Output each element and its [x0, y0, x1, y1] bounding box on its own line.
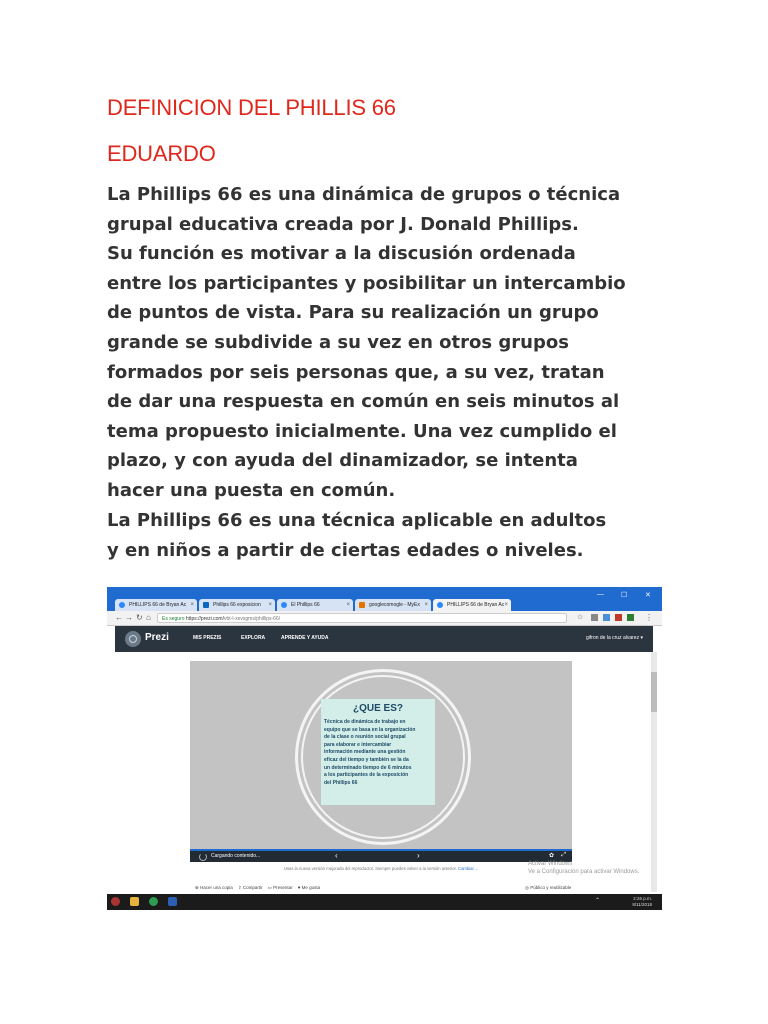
- paragraph-line: formados por seis personas que, a su vez, tratan: [107, 361, 605, 383]
- presentation-viewer[interactable]: [190, 661, 572, 849]
- paragraph-definition: [107, 180, 667, 506]
- slide-text: [324, 719, 436, 787]
- paragraph-line: tema propuesto inicialmente. Una vez cumplido el: [107, 420, 617, 442]
- prev-slide-button[interactable]: ‹: [335, 851, 338, 860]
- close-icon[interactable]: ×: [190, 602, 194, 608]
- paragraph-line: plazo, y con ayuda del dinamizador, se intenta: [107, 450, 578, 472]
- share-label: Compartir: [242, 885, 263, 890]
- file-explorer-icon[interactable]: [130, 897, 139, 906]
- tray-arrow-icon[interactable]: ⌃: [595, 898, 601, 904]
- windows-watermark: [528, 860, 639, 876]
- forward-icon[interactable]: →: [125, 613, 133, 622]
- paragraph-line: La Phillips 66 es una técnica aplicable en adultos: [107, 510, 607, 531]
- minimize-icon[interactable]: —: [597, 591, 604, 598]
- browser-tab-active[interactable]: [433, 599, 511, 611]
- browser-tab[interactable]: [199, 599, 275, 611]
- prezi-brand[interactable]: Prezi: [145, 632, 169, 643]
- slide-line: Técnica de dinámica de trabajo en: [324, 719, 406, 725]
- clock-time: 2:26 p.m.: [633, 896, 652, 901]
- tab-label: googlecomogle - MyEx: [369, 602, 420, 608]
- slide-line: información mediante una gestión: [324, 749, 406, 756]
- paragraph-line: grupal educativa creada por J. Donald Phillips.: [107, 213, 579, 235]
- slide-line: a los participantes de la exposición: [324, 772, 409, 779]
- google-tab-icon: [359, 602, 365, 608]
- start-icon[interactable]: [111, 897, 120, 906]
- document-author: EDUARDO: [107, 141, 216, 166]
- prezi-tab-icon: [119, 602, 125, 608]
- extension-icon[interactable]: [603, 614, 610, 621]
- paragraph-line: de puntos de vista. Para su realización un grupo: [107, 302, 599, 324]
- user-menu[interactable]: gifron de la cruz alvarez ▾: [586, 635, 643, 641]
- close-icon[interactable]: ×: [268, 602, 272, 608]
- close-icon[interactable]: ×: [424, 602, 428, 608]
- loading-text: Cargando contenido...: [211, 853, 261, 859]
- slide-title: ¿QUE ES?: [352, 703, 403, 714]
- prezi-tab-icon: [437, 602, 443, 608]
- prezi-logo-icon[interactable]: [125, 631, 141, 647]
- tab-label: PHILLIPS 66 de Bryan Ac: [447, 602, 505, 608]
- watermark-line: Ve a Configuración para activar Windows.: [528, 869, 640, 875]
- address-bar-row: [107, 611, 662, 626]
- like-label: Me gusta: [301, 885, 321, 890]
- browser-tab[interactable]: [355, 599, 431, 611]
- paragraph-line: entre los participantes y posibilitar un intercambio: [107, 272, 626, 294]
- back-icon[interactable]: ←: [115, 613, 123, 622]
- loading-spinner-icon: [199, 853, 207, 861]
- notice-text: Usas la nueva versión mejorada del reproductor. Siempre puedes volver a la versión anterior.: [283, 866, 457, 871]
- url-input[interactable]: [157, 613, 567, 623]
- settings-icon[interactable]: ✿: [548, 853, 554, 859]
- home-icon[interactable]: ⌂: [146, 613, 151, 622]
- browser-tab[interactable]: [277, 599, 353, 611]
- nav-aprende-y-ayuda[interactable]: APRENDE Y AYUDA: [281, 635, 329, 641]
- url-path: vbt-l-xevxgms/phillips-66/: [223, 616, 281, 622]
- nav-mis-prezis[interactable]: MIS PREZIS: [193, 635, 222, 641]
- paragraph-application: [107, 506, 667, 565]
- extension-icon[interactable]: [591, 614, 598, 621]
- paragraph-line: de dar una respuesta en común en seis minutos al: [107, 391, 620, 413]
- system-clock[interactable]: [632, 896, 652, 908]
- share-button[interactable]: ⇪ Compartir: [237, 885, 263, 890]
- paragraph-line: grande se subdivide a su vez en otros grupos: [107, 331, 569, 353]
- menu-icon[interactable]: ⋮: [645, 613, 653, 622]
- embedded-screenshot: [107, 587, 662, 910]
- chrome-icon[interactable]: [149, 897, 158, 906]
- slide-card: [321, 699, 435, 805]
- visibility-label: Público y reutilizable: [530, 885, 572, 890]
- copy-button[interactable]: ⊕ Hacer una copia: [195, 885, 233, 890]
- nav-explora[interactable]: EXPLORA: [241, 635, 266, 641]
- browser-tab-bar: [107, 587, 662, 611]
- paragraph-line: La Phillips 66 es una dinámica de grupos o técnica: [107, 184, 621, 205]
- slide-line: de la clase o reunión social grupal: [324, 734, 406, 741]
- secure-label: Es seguro: [162, 616, 185, 622]
- close-icon[interactable]: ×: [504, 602, 508, 608]
- tab-label: El Phillips 66: [291, 602, 320, 608]
- browser-tab[interactable]: [115, 599, 197, 611]
- site-tab-icon: [281, 602, 287, 608]
- windows-taskbar: [107, 894, 662, 910]
- reload-icon[interactable]: ↻: [136, 613, 143, 622]
- visibility-status: ◎ Público y reutilizable: [525, 885, 572, 890]
- paragraph-line: hacer una puesta en común.: [107, 479, 396, 501]
- close-icon[interactable]: ×: [346, 602, 350, 608]
- slide-line: del Phillips 66: [324, 779, 358, 786]
- fullscreen-icon[interactable]: ⤢: [561, 852, 566, 858]
- next-slide-button[interactable]: ›: [417, 851, 420, 860]
- slide-line: para elaborar e intercambiar: [324, 741, 392, 748]
- player-controls: [190, 849, 572, 862]
- scrollbar-thumb[interactable]: [651, 672, 657, 712]
- extension-icon[interactable]: [627, 614, 634, 621]
- slide-line: eficaz del tiempo y también se la da: [324, 756, 409, 763]
- word-icon[interactable]: [168, 897, 177, 906]
- user-name: gifron de la cruz alvarez: [586, 635, 640, 641]
- notice-link[interactable]: Cambiar→: [458, 866, 479, 871]
- tab-label: PHILLIPS 66 de Bryan Ac: [129, 602, 187, 608]
- scrollbar[interactable]: [651, 652, 657, 892]
- slide-line: un determinado tiempo de 6 minutos: [324, 764, 412, 771]
- copy-label: Hacer una copia: [200, 885, 233, 890]
- close-window-icon[interactable]: ✕: [645, 592, 651, 599]
- present-button[interactable]: ▭ Presentar: [267, 885, 293, 890]
- watermark-line: Activar Windows: [528, 861, 573, 867]
- paragraph-line: y en niños a partir de ciertas edades o niveles.: [107, 539, 584, 561]
- like-button[interactable]: ♥ Me gusta: [297, 885, 321, 890]
- extension-icon[interactable]: [615, 614, 622, 621]
- clock-date: 8/11/2018: [632, 902, 652, 907]
- url-host: https://prezi.com/: [185, 616, 224, 622]
- tab-label: Phillips 66 exposicion: [213, 602, 261, 608]
- document-title: DEFINICION DEL PHILLIS 66: [107, 95, 396, 120]
- bookmark-star-icon[interactable]: ☆: [577, 614, 584, 621]
- linkedin-tab-icon: [203, 602, 209, 608]
- prezi-header: [115, 626, 653, 652]
- paragraph-line: Su función es motivar a la discusión ordenada: [107, 243, 576, 265]
- player-notice: [190, 863, 572, 875]
- present-label: Presentar: [273, 885, 293, 890]
- slide-line: equipo que se basa en la organización: [324, 726, 416, 733]
- maximize-icon[interactable]: ☐: [621, 592, 628, 599]
